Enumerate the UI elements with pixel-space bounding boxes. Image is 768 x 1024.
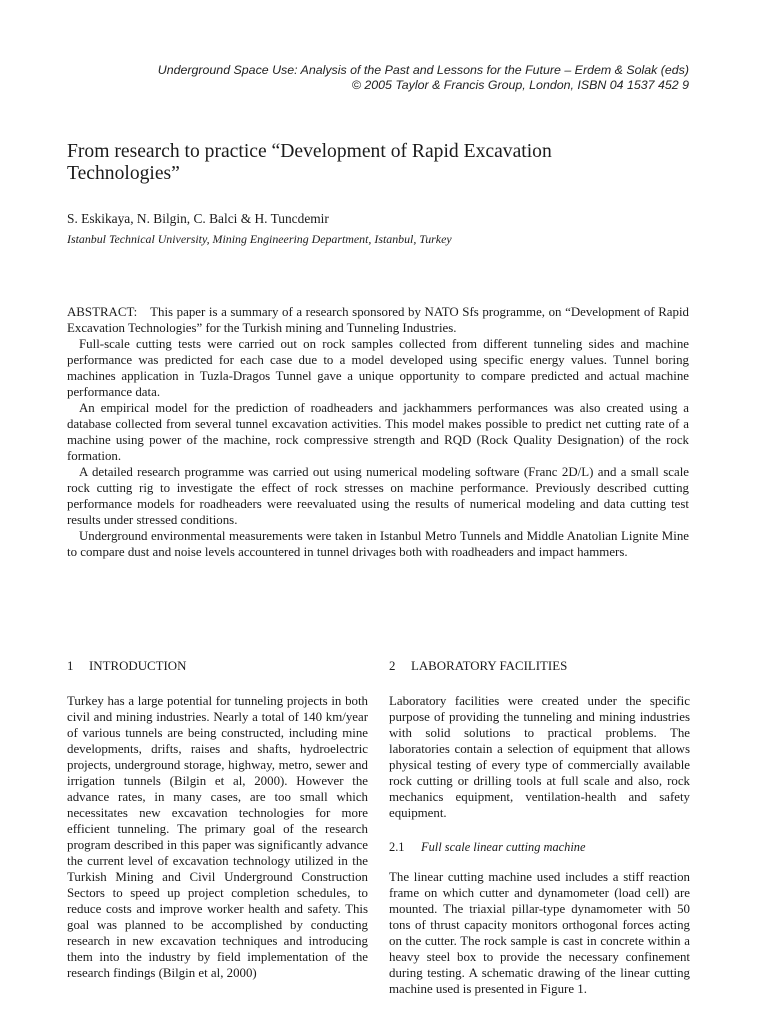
subsection-number: 2.1 (389, 840, 405, 854)
subsection-heading-linear-cutting (389, 839, 690, 855)
author-affiliation: Istanbul Technical University, Mining Engineering Department, Istanbul, Turkey (67, 232, 452, 246)
section-heading-laboratory-facilities (389, 658, 690, 674)
section-title: LABORATORY FACILITIES (411, 659, 568, 673)
abstract (67, 304, 689, 560)
abstract-paragraph: Full-scale cutting tests were carried out on rock samples collected from different tunneling sides and machine performance was predicted for each case due to a model developed using specific energy values. Tunnel boring machines application in Tuzla-Dragos Tunnel gave a unique opportunity to compare predicted and actual machine performance data. (67, 337, 689, 399)
header-book-title: Underground Space Use: Analysis of the Past and Lessons for the Future – Erdem & Solak (eds) (157, 63, 689, 77)
abstract-paragraph: An empirical model for the prediction of roadheaders and jackhammers performances was also created using a database collected from several tunnel excavation activities. This model makes possible to predict net cutting rate of a machine using power of the machine, rock compressive strength and RQD (Rock Quality Designation) of the rock formation. (67, 401, 689, 463)
section-number: 2 (389, 659, 396, 673)
abstract-paragraph: ABSTRACT: This paper is a summary of a research sponsored by NATO Sfs programme, on “Development of Rapid Excavation Technologies” for the Turkish mining and Tunneling Industries. (67, 305, 689, 335)
introduction-body: Turkey has a large potential for tunneling projects in both civil and mining industries. Nearly a total of 140 km/year of various tunnels are being constructed, including mine developments, drifts, raises and shafts, hydroelectric projects, underground storage, highway, metro, sewer and irrigation tunnels (Bilgin et al, 2000). However the advance rates, in many cases, are too small which necessitates new excavation technologies for more efficient tunneling. The primary goal of the research program described in this paper was significantly advance the current level of excavation technology utilized in the Turkish Mining and Civil Underground Construction Sectors to speed up project completion schedules, to reduce costs and improve worker health and safety. This goal was planned to be accomplished by conducting research in new excavation techniques and introducing them into the industry by field implementation of the research findings (Bilgin et al, 2000) (67, 694, 368, 980)
right-column (389, 658, 690, 997)
left-column (67, 658, 368, 981)
section-number: 1 (67, 659, 74, 673)
paper-title: From research to practice “Development of Rapid Excavation Technologies” (67, 141, 552, 184)
laboratory-facilities-body: Laboratory facilities were created under the specific purpose of providing the tunneling and mining industries with solid solutions to practical problems. The laboratories contain a selection of equipment that allows physical testing of every type of commercially available rock cutting or drilling tools at full scale and also, rock mechanics equipment, ventilation-health and safety equipment. (389, 694, 690, 820)
header-copyright: © 2005 Taylor & Francis Group, London, ISBN 04 1537 452 9 (351, 78, 689, 92)
linear-cutting-body: The linear cutting machine used includes a stiff reaction frame on which cutter and dynamometer (load cell) are mounted. The triaxial pillar-type dynamometer with 50 tons of thrust capacity monitors orthogonal forces acting on the cutter. The rock sample is cast in concrete within a heavy steel box to provide the necessary confinement during testing. A schematic drawing of the linear cutting machine used is presented in Figure 1. (389, 870, 690, 996)
subsection-title: Full scale linear cutting machine (421, 840, 586, 854)
author-list: S. Eskikaya, N. Bilgin, C. Balci & H. Tuncdemir (67, 211, 329, 226)
section-heading-introduction (67, 658, 368, 674)
abstract-paragraph: A detailed research programme was carried out using numerical modeling software (Franc 2D/L) and a small scale rock cutting rig to investigate the effect of rock stresses on machine performance. Previously described cutting performance models for roadheaders were reevaluated using the results of numerical modeling and data cutting test results under stressed conditions. (67, 465, 689, 527)
abstract-paragraph: Underground environmental measurements were taken in Istanbul Metro Tunnels and Middle Anatolian Lignite Mine to compare dust and noise levels accountered in tunnel drivages both with roadheaders and impact hammers. (67, 529, 689, 559)
running-header (158, 63, 689, 93)
section-title: INTRODUCTION (89, 659, 187, 673)
